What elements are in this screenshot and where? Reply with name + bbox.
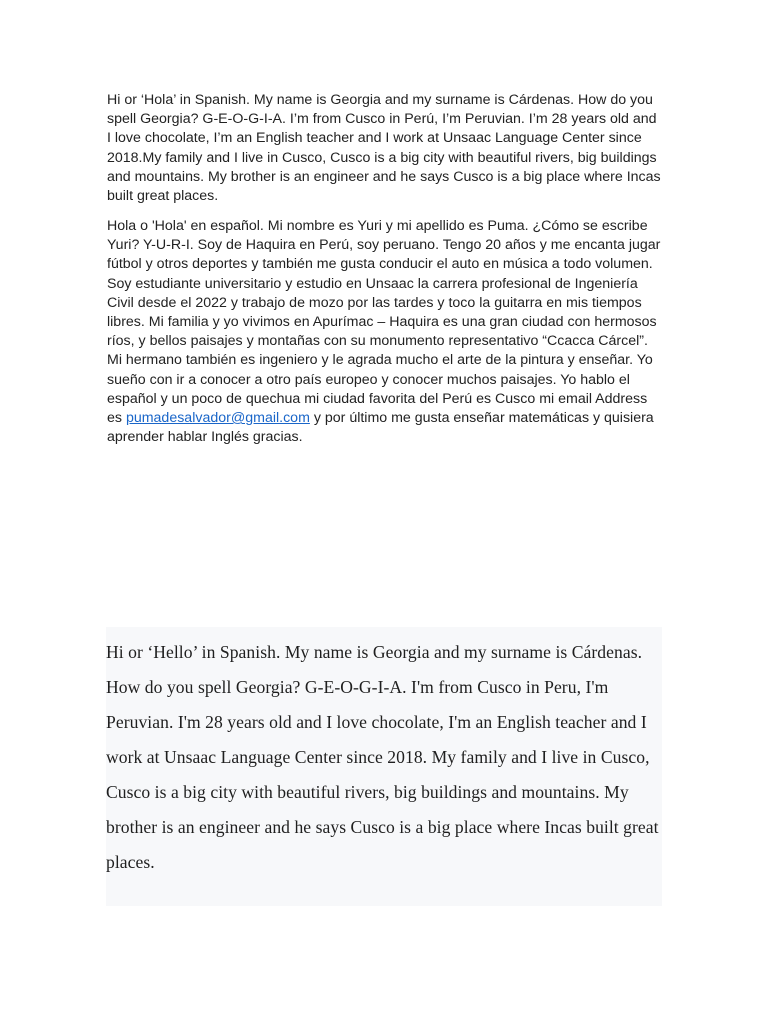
translation-block	[106, 627, 662, 906]
email-link[interactable]: pumadesalvador@gmail.com	[125, 410, 310, 427]
english-paragraph: Hi or ‘Hola’ in Spanish. My name is Georgia and my surname is Cárdenas. How do you spell Georgia? G-E-O-G-I-A. I’m from Cusco in Perú, I’m Peruvian. I’m 28 years old and I love chocolate, I’m an English teacher and I work at Unsaac Language Center since 2018.My family and I live in Cusco, Cusco is a big city with beautiful rivers, big buildings and mountains. My brother is an engineer and he says Cusco is a big place where Incas built great places.	[107, 92, 661, 205]
spanish-paragraph-closing-text: y por último me gusta enseñar matemáticas y quisiera aprender hablar Inglés gracias.	[107, 410, 654, 446]
translation-text: Hi or ‘Hello’ in Spanish. My name is Georgia and my surname is Cárdenas. How do you spell Georgia? G-E-O-G-I-A. I'm from Cusco in Peru, I'm Peruvian. I'm 28 years old and I love chocolate, I'm an English teacher and I work at Unsaac Language Center since 2018. My family and I live in Cusco, Cusco is a big city with beautiful rivers, big buildings and mountains. My brother is an engineer and he says Cusco is a big place where Incas built great places.	[106, 642, 659, 872]
spanish-paragraph-text: Hola o 'Hola' en español. Mi nombre es Yuri y mi apellido es Puma. ¿Cómo se escribe Yuri? Y-U-R-I. Soy de Haquira en Perú, soy peruano. Tengo 20 años y me encanta jugar fútbol y otros deportes y también me gusta conducir el auto en música a todo volumen. Soy estudiante universitario y estudio en Unsaac la carrera profesional de Ingeniería Civil desde el 2022 y trabajo de mozo por las tardes y toco la guitarra en mis tiempos libres. Mi familia y yo vivimos en Apurímac – Haquira es una gran ciudad con hermosos ríos, y bellos paisajes y montañas con su monumento representativo “Ccacca Cárcel”. Mi hermano también es ingeniero y le agrada mucho el arte de la pintura y enseñar. Yo sueño con ir a conocer a otro país europeo y conocer muchos paisajes. Yo hablo el español y un poco de quechua mi ciudad favorita del Perú es Cusco mi email Address es	[107, 218, 661, 427]
spanish-paragraph	[107, 217, 663, 447]
